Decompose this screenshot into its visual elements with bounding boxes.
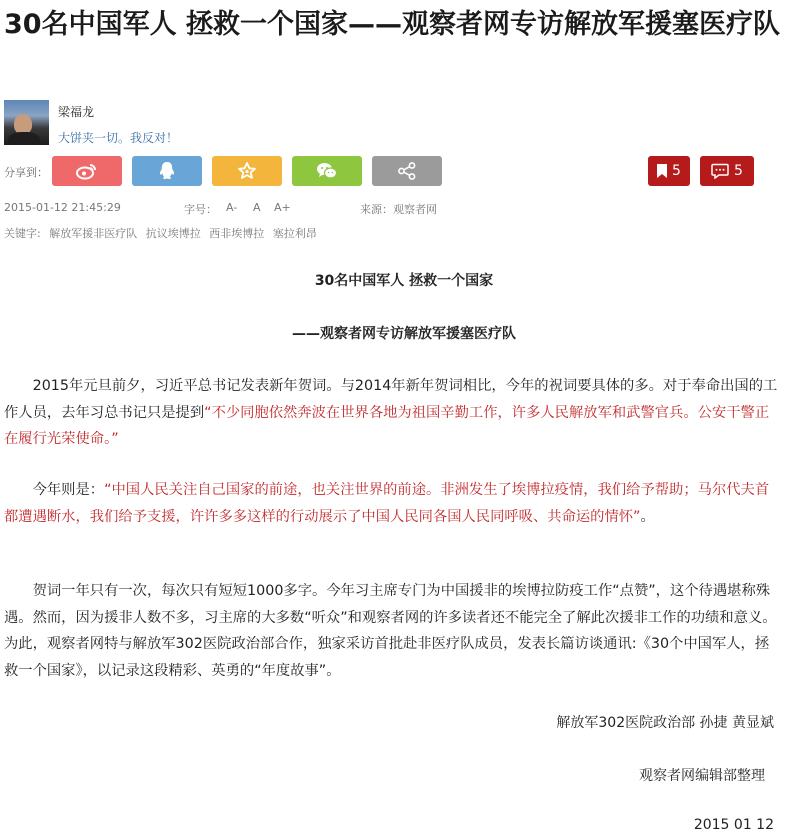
- article-source: 来源：观察者网: [360, 203, 437, 216]
- bookmark-count-button[interactable]: [648, 156, 690, 186]
- share-qq-button[interactable]: [132, 156, 202, 186]
- paragraph-text: 。: [640, 508, 655, 525]
- font-size-small-button[interactable]: A-: [226, 201, 238, 214]
- share-icon: [397, 161, 417, 181]
- paragraph-text: 今年则是：: [32, 482, 105, 498]
- share-more-button[interactable]: [372, 156, 442, 186]
- body-paragraph-1: [4, 373, 780, 453]
- comment-icon: [711, 163, 729, 179]
- avatar-body-shape: [8, 132, 40, 145]
- keywords-label: 关键字:: [4, 227, 41, 240]
- body-paragraph-3: 贺词一年只有一次，每次只有短短1000多字。今年习主席专门为中国援非的埃博拉防疫工作“点赞”，这个待遇堪称殊遇。然而，因为援非人数不多，习主席的大多数“听众”和观察者网的许多读者还不能完全了解此次援非工作的功绩和意义。为此，观察者网特与解放军302医院政治部合作，独家采访首批赴非医疗队成员，发表长篇访谈通讯:《30个中国军人，拯救一个国家》，以记录这段精彩、英勇的“年度故事”。: [4, 583, 777, 679]
- keywords-row: [4, 225, 322, 241]
- qq-icon: [158, 161, 176, 181]
- keyword-link[interactable]: 抗议埃博拉: [145, 227, 201, 240]
- signature-department: 解放军302医院政治部 孙捷 黄显斌: [556, 715, 774, 731]
- share-weibo-button[interactable]: [52, 156, 122, 186]
- share-wechat-button[interactable]: [292, 156, 362, 186]
- quote-text: “不少同胞依然奔波在世界各地为祖国辛勤工作，许多人民解放军和武警官兵。公安干警正在履行光荣使命。”: [4, 404, 770, 447]
- font-size-large-button[interactable]: A+: [274, 201, 291, 214]
- author-avatar[interactable]: [4, 100, 49, 145]
- body-paragraph-2: [4, 477, 780, 530]
- author-name[interactable]: 梁福龙: [58, 105, 95, 119]
- quote-text: “中国人民关注自己国家的前途，也关注世界的前途。非洲发生了埃博拉疫情，我们给予帮助；马尔代夫首都遭遇断水，我们给予支援，许许多多这样的行动展示了中国人民同各国人民同呼吸、共命运的情怀”: [4, 482, 770, 525]
- signature-date: 2015 01 12: [693, 817, 774, 833]
- keyword-link[interactable]: 解放军援非医疗队: [49, 227, 138, 240]
- comment-count: 5: [734, 163, 743, 179]
- body-heading-sub: ——观察者网专访解放军援塞医疗队: [292, 326, 516, 342]
- article-title: 30名中国军人 拯救一个国家——观察者网专访解放军援塞医疗队: [4, 9, 780, 40]
- share-label: 分享到：: [4, 166, 48, 179]
- wechat-icon: [316, 162, 338, 180]
- font-size-normal-button[interactable]: A: [253, 201, 261, 214]
- bookmark-icon: [657, 164, 667, 178]
- avatar-head-shape: [14, 114, 32, 134]
- author-signature: 大饼夹一切。我反对！: [58, 131, 179, 145]
- star-icon: [237, 161, 257, 181]
- body-heading-main: 30名中国军人 拯救一个国家: [314, 273, 494, 289]
- share-favorite-button[interactable]: [212, 156, 282, 186]
- keyword-link[interactable]: 塞拉利昂: [272, 227, 317, 240]
- share-bar: [4, 156, 786, 186]
- article-meta: [4, 201, 786, 219]
- bookmark-count: 5: [672, 163, 681, 179]
- font-size-label: 字号：: [184, 203, 217, 216]
- keyword-link[interactable]: 西非埃博拉: [209, 227, 265, 240]
- signature-editor: 观察者网编辑部整理: [639, 768, 765, 784]
- publish-datetime: 2015-01-12 21:45:29: [4, 201, 121, 214]
- comment-count-button[interactable]: [700, 156, 754, 186]
- paragraph-text: 2015年元旦前夕，习近平总书记发表新年贺词。与2014年新年贺词相比，今年的祝词要具体的多。对于奉命出国的工作人员，去年习总书记只是提到: [4, 378, 778, 421]
- weibo-icon: [76, 162, 98, 180]
- author-block: [4, 100, 404, 146]
